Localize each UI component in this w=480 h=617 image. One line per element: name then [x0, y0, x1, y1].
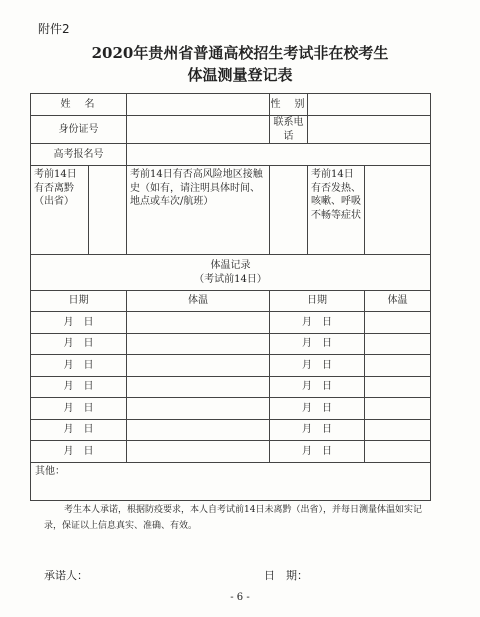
registration-table: [30, 93, 431, 501]
phone-field[interactable]: [308, 116, 431, 144]
risk-area-label: 考前14日有否高风险地区接触史（如有，请注明具体时间、地点或车次/航班）: [127, 166, 270, 255]
id-field[interactable]: [127, 116, 270, 144]
phone-label: 联系电话: [270, 116, 308, 144]
record-row: [31, 419, 431, 441]
date-cell: 月 日: [270, 398, 365, 420]
temp-cell[interactable]: [127, 376, 270, 398]
exam-row: [31, 144, 431, 166]
exam-number-field[interactable]: [127, 144, 431, 166]
record-title-cell: [31, 255, 431, 291]
name-label: 姓 名: [31, 94, 127, 116]
date-cell: 月 日: [31, 441, 127, 463]
date-cell: 月 日: [270, 333, 365, 355]
history-row: [31, 166, 431, 255]
temp-cell[interactable]: [365, 333, 431, 355]
temp-cell[interactable]: [365, 376, 431, 398]
date-cell: 月 日: [270, 419, 365, 441]
record-row: [31, 312, 431, 334]
col-temp-left: 体温: [127, 291, 270, 312]
form-subtitle: 体温测量登记表: [187, 66, 293, 84]
record-header-row: [31, 255, 431, 291]
exam-number-label: 高考报名号: [31, 144, 127, 166]
name-row: [31, 94, 431, 116]
pledge-text: 考生本人承诺，根据防疫要求，本人自考试前14日未离黔（出省），并每日测量体温如实记录，保证以上信息真实、准确、有效。: [44, 505, 422, 532]
record-subtitle: （考试前14日）: [194, 273, 267, 285]
gender-label: 性 别: [270, 94, 308, 116]
name-field[interactable]: [127, 94, 270, 116]
temp-cell[interactable]: [127, 398, 270, 420]
record-rows: [31, 312, 431, 463]
temp-cell[interactable]: [127, 333, 270, 355]
left-province-field[interactable]: [89, 166, 127, 255]
left-province-label: 考前14日有否离黔（出省）: [31, 166, 89, 255]
temp-cell[interactable]: [365, 419, 431, 441]
temp-cell[interactable]: [127, 355, 270, 377]
record-row: [31, 398, 431, 420]
id-label: 身份证号: [31, 116, 127, 144]
date-cell: 月 日: [31, 333, 127, 355]
date-cell: 月 日: [270, 376, 365, 398]
form-title: 2020年贵州省普通高校招生考试非在校考生: [91, 44, 389, 62]
record-row: [31, 333, 431, 355]
other-row: [31, 462, 431, 500]
temp-cell[interactable]: [365, 355, 431, 377]
other-label: 其他：: [35, 465, 65, 477]
attachment-label: 附件2: [38, 22, 70, 36]
temp-cell[interactable]: [127, 312, 270, 334]
record-title: 体温记录: [210, 260, 251, 271]
col-date-right: 日期: [270, 291, 365, 312]
date-label: 日 期：: [264, 569, 308, 582]
record-row: [31, 376, 431, 398]
date-cell: 月 日: [31, 355, 127, 377]
record-row: [31, 355, 431, 377]
symptoms-field[interactable]: [365, 166, 431, 255]
record-columns-row: [31, 291, 431, 312]
date-cell: 月 日: [31, 398, 127, 420]
temp-cell[interactable]: [365, 398, 431, 420]
temp-cell[interactable]: [127, 441, 270, 463]
signer-label: 承诺人：: [44, 569, 88, 582]
temp-cell[interactable]: [127, 419, 270, 441]
id-row: [31, 116, 431, 144]
date-cell: 月 日: [270, 441, 365, 463]
risk-area-field[interactable]: [270, 166, 308, 255]
date-cell: 月 日: [31, 376, 127, 398]
gender-field[interactable]: [308, 94, 431, 116]
symptoms-label: 考前14日有否发热、咳嗽、呼吸不畅等症状: [308, 166, 365, 255]
date-cell: 月 日: [270, 355, 365, 377]
temp-cell[interactable]: [365, 312, 431, 334]
temp-cell[interactable]: [365, 441, 431, 463]
date-cell: 月 日: [31, 312, 127, 334]
date-cell: 月 日: [31, 419, 127, 441]
date-cell: 月 日: [270, 312, 365, 334]
page-number: - 6 -: [230, 592, 250, 603]
other-field[interactable]: [31, 462, 431, 500]
col-temp-right: 体温: [365, 291, 431, 312]
col-date-left: 日期: [31, 291, 127, 312]
record-row: [31, 441, 431, 463]
